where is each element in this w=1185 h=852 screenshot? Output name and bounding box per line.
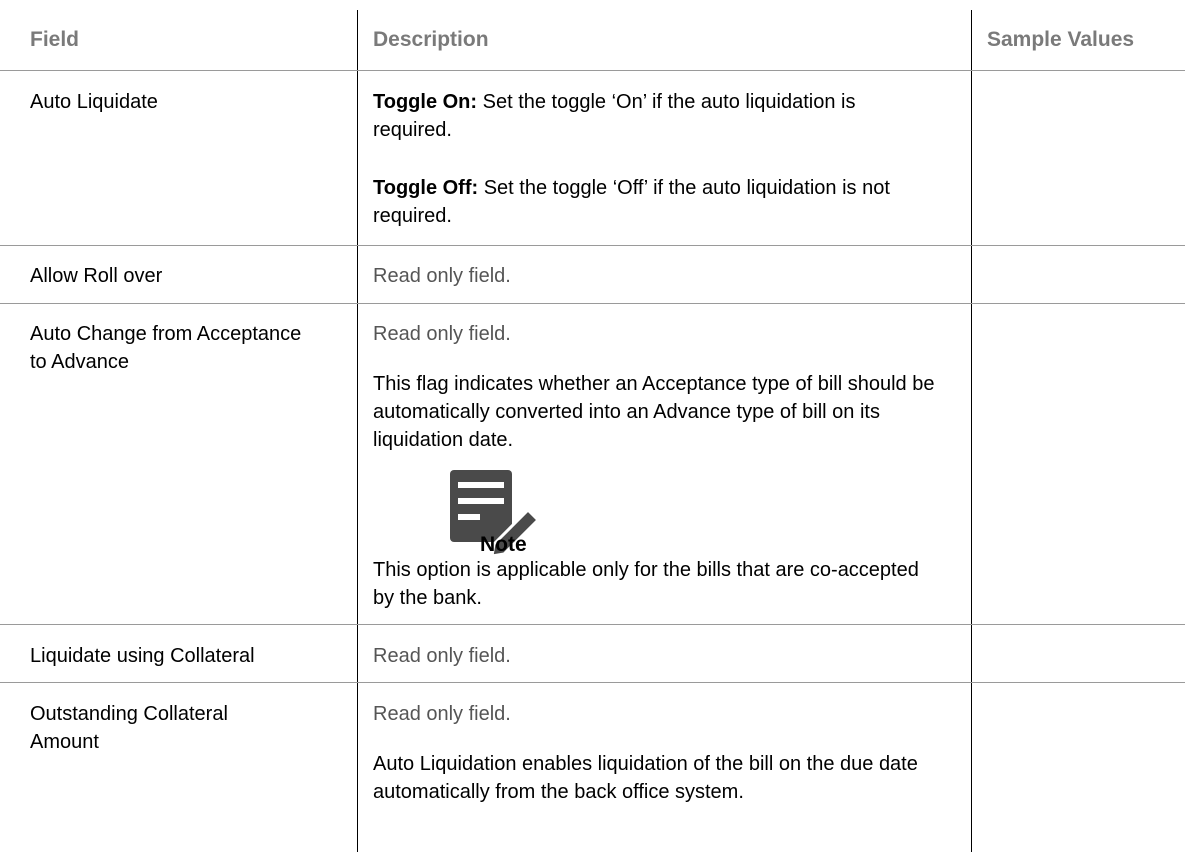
row-divider — [0, 682, 1185, 683]
row-divider — [0, 245, 1185, 246]
toggle-on-label: Toggle On: — [373, 91, 478, 113]
auto-change-detail: This flag indicates whether an Acceptance type of bill should be automatically converted into an Advance type of bill on its liquidation date. — [373, 373, 935, 451]
toggle-off-text: Set the toggle ‘Off’ if the auto liquidation is not required. — [373, 177, 890, 227]
auto-liquidation-detail: Auto Liquidation enables liquidation of the bill on the due date automatically from the back office system. — [373, 753, 918, 803]
row-divider — [0, 303, 1185, 304]
read-only-description: Read only field. — [373, 645, 511, 667]
toggle-on-description — [373, 88, 933, 144]
read-only-description: Read only field. — [373, 265, 511, 287]
header-field: Field — [30, 28, 80, 51]
toggle-off-description — [373, 174, 933, 230]
read-only-description: Read only field. — [373, 323, 511, 345]
field-auto-change-acceptance-advance: Auto Change from Acceptance to Advance — [30, 323, 302, 373]
toggle-on-text: Set the toggle ‘On’ if the auto liquidation is required. — [373, 91, 856, 141]
note-label: Note — [480, 533, 527, 556]
field-auto-liquidate: Auto Liquidate — [30, 91, 158, 113]
field-outstanding-collateral-amount: Outstanding Collateral Amount — [30, 703, 228, 753]
row-divider — [0, 624, 1185, 625]
field-liquidate-using-collateral: Liquidate using Collateral — [30, 645, 255, 667]
row-divider — [0, 70, 1185, 71]
read-only-description: Read only field. — [373, 703, 511, 725]
column-divider-2 — [971, 10, 972, 852]
header-sample-values: Sample Values — [987, 28, 1135, 51]
toggle-off-label: Toggle Off: — [373, 177, 479, 199]
header-description: Description — [373, 28, 489, 51]
column-divider-1 — [357, 10, 358, 852]
field-allow-roll-over: Allow Roll over — [30, 265, 163, 287]
note-text: This option is applicable only for the bills that are co-accepted by the bank. — [373, 559, 919, 609]
